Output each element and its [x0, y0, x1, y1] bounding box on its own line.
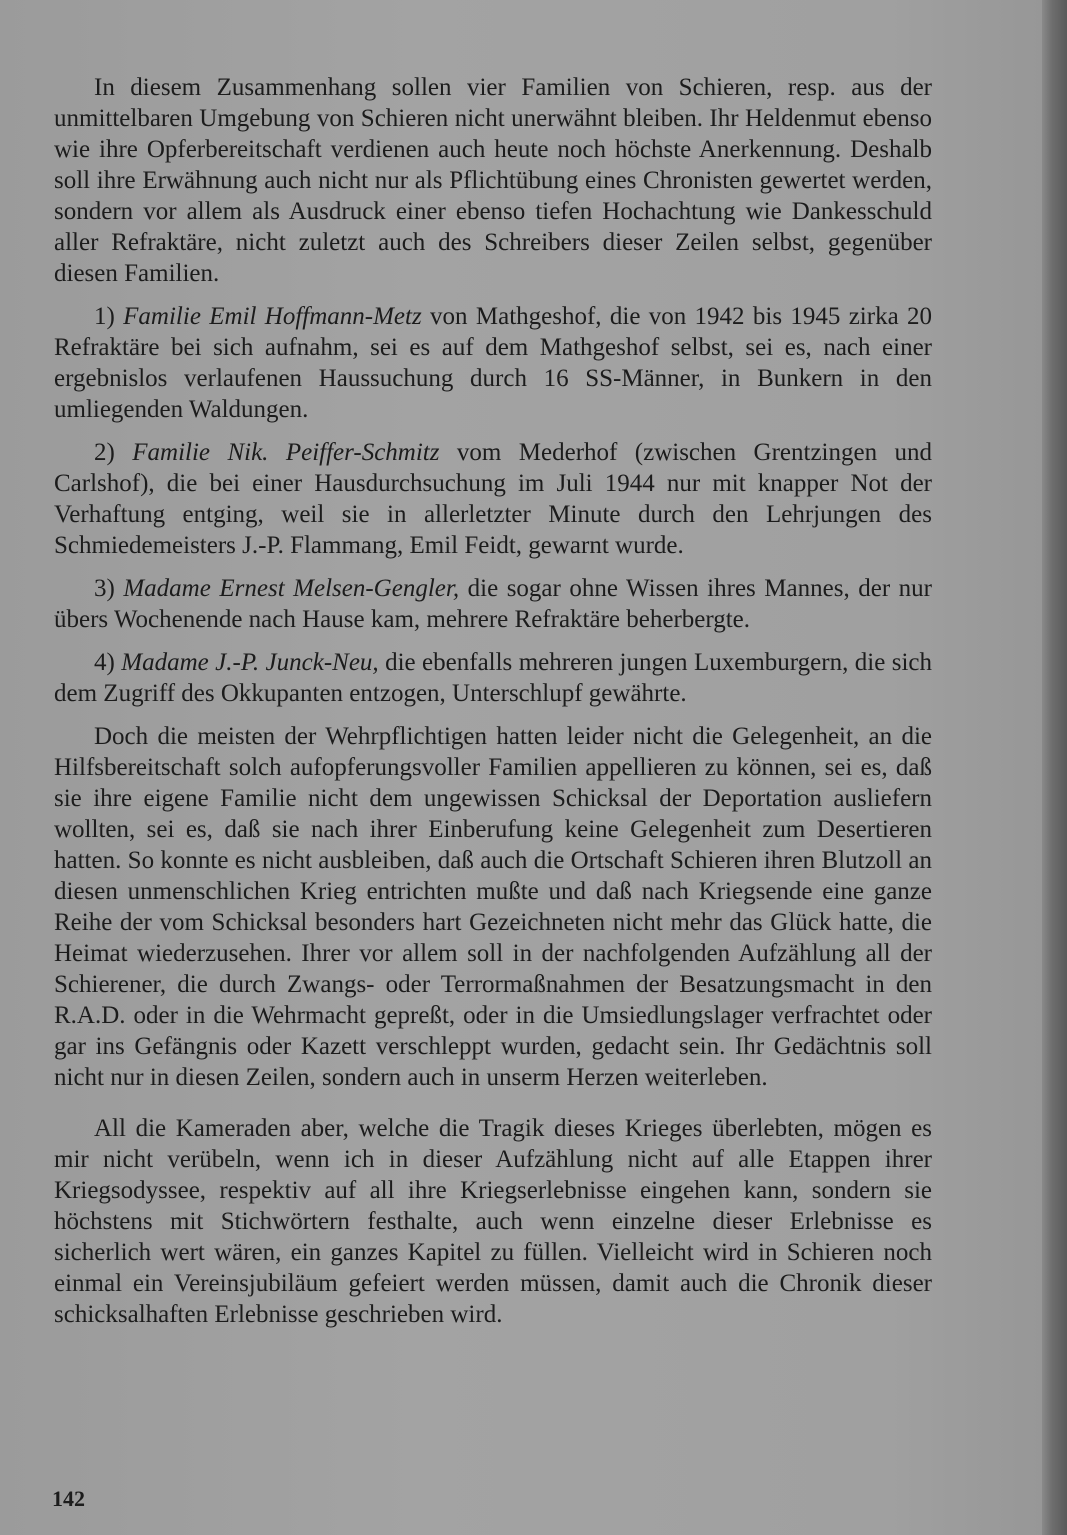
- family-name: Familie Emil Hoffmann-Metz: [123, 303, 422, 330]
- page-number: 142: [52, 1486, 85, 1511]
- list-item-text: die ebenfalls mehreren jungen Luxemburgern, die sich dem Zugriff des Okkupanten entzogen, Unterschlupf gewährte.: [54, 649, 932, 707]
- list-number: 4): [94, 649, 115, 676]
- list-number: 3): [94, 575, 115, 602]
- list-item-madame-junck: [54, 647, 932, 709]
- book-spine-edge: [1042, 0, 1067, 1535]
- paragraph-comrades: All die Kameraden aber, welche die Tragik dieses Krieges überlebten, mögen es mir nicht verübeln, wenn ich in dieser Aufzählung nicht auf alle Etappen ihrer Kriegsodyssee, respektiv auf all ihre Kriegserlebnisse eingehen kann, sondern sie höchstens mit Stichwörtern festhalte, auch wenn einzelne dieser Erlebnisse es sicherlich wert wären, ein ganzes Kapitel zu füllen. Vielleicht wird in Schieren noch einmal ein Vereinsjubiläum gefeiert werden müssen, damit auch die Chronik dieser schicksalhaften Erlebnisse geschrieben wird.: [54, 1115, 932, 1328]
- list-item-text: die sogar ohne Wissen ihres Mannes, der nur übers Wochenende nach Hause kam, mehrere Refraktäre beherbergte.: [54, 575, 932, 633]
- paragraph-intro: In diesem Zusammenhang sollen vier Familien von Schieren, resp. aus der unmittelbaren Umgebung von Schieren nicht unerwähnt bleiben. Ihr Heldenmut ebenso wie ihre Opferbereitschaft verdienen auch heute noch höchste Anerkennung. Deshalb soll ihre Erwähnung auch nicht nur als Pflichtübung eines Chronisten gewertet werden, sondern vor allem als Ausdruck einer ebenso tiefen Hochachtung wie Dankesschuld aller Refraktäre, nicht zuletzt auch des Schreibers dieser Zeilen selbst, gegenüber diesen Familien.: [54, 74, 932, 287]
- list-item-text: vom Mederhof (zwischen Grentzingen und Carlshof), die bei einer Hausdurchsuchung im Juli 1944 nur mit knapper Not der Verhaftung entging, weil sie in allerletzter Minute durch den Lehrjungen des Schmiedemeisters J.-P. Flammang, Emil Feidt, gewarnt wurde.: [54, 439, 933, 559]
- family-name: Familie Nik. Peiffer-Schmitz: [132, 439, 440, 466]
- family-name: Madame Ernest Melsen-Gengler,: [123, 575, 460, 602]
- paragraph-memorial: Doch die meisten der Wehrpflichtigen hatten leider nicht die Gelegenheit, an die Hilfsbereitschaft solch aufopferungsvoller Familien appellieren zu können, sei es, daß sie ihre eigene Familie nicht dem ungewissen Schicksal der Deportation ausliefern wollten, sei es, daß sie nach ihrer Einberufung keine Gelegenheit zum Desertieren hatten. So konnte es nicht ausbleiben, daß auch die Ortschaft Schieren ihren Blutzoll an diesen unmenschlichen Krieg entrichten mußte und daß nach Kriegsende eine ganze Reihe der vom Schicksal besonders hart Gezeichneten nicht mehr das Glück hatte, die Heimat wiederzusehen. Ihrer vor allem soll in der nachfolgenden Aufzählung all der Schierener, die durch Zwangs- oder Terrormaßnahmen der Besatzungsmacht in den R.A.D. oder in die Wehrmacht gepreßt, oder in die Umsiedlungslager verfrachtet oder gar ins Gefängnis oder Kazett verschleppt wurden, gedacht sein. Ihr Gedächtnis soll nicht nur in diesen Zeilen, sondern auch in unserm Herzen weiterleben.: [54, 723, 932, 1091]
- body-text: [54, 72, 932, 1342]
- list-item-family-hoffmann: [54, 301, 932, 425]
- list-item-family-peiffer: [54, 437, 932, 561]
- list-item-madame-melsen: [54, 573, 932, 635]
- family-name: Madame J.-P. Junck-Neu,: [121, 649, 379, 676]
- list-item-text: von Mathgeshof, die von 1942 bis 1945 zirka 20 Refraktäre bei sich aufnahm, sei es auf dem Mathgeshof selbst, sei es, nach einer ergebnislos verlaufenen Haussuchung durch 16 SS-Männer, in Bunkern in den umliegenden Waldungen.: [54, 303, 933, 423]
- list-number: 2): [94, 439, 115, 466]
- list-number: 1): [94, 303, 115, 330]
